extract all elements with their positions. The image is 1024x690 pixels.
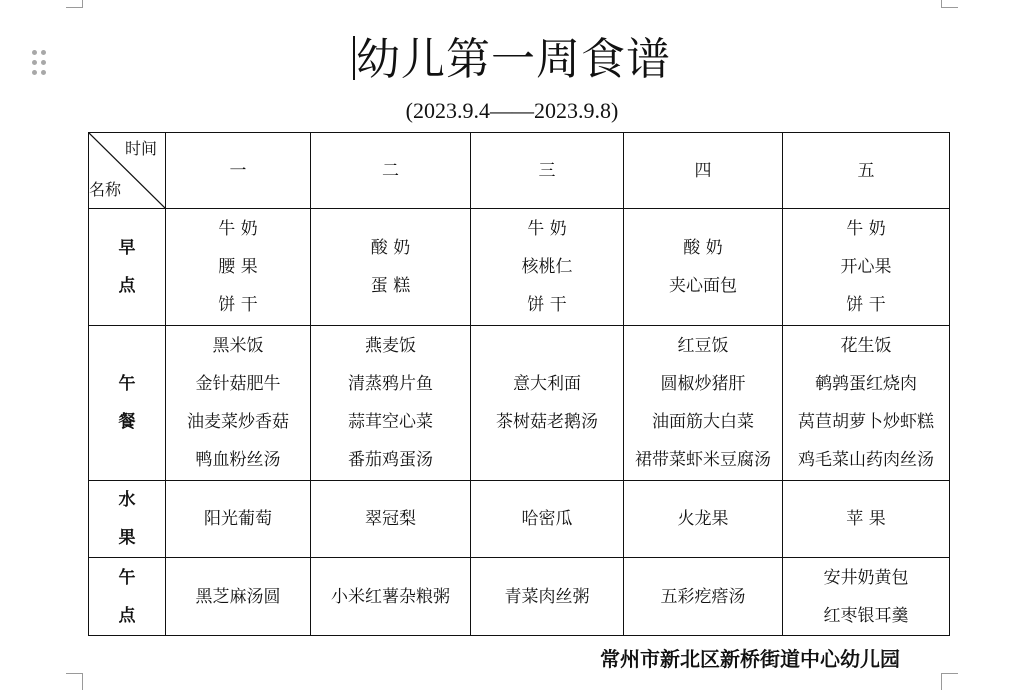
- menu-item: 圆椒炒猪肝: [660, 374, 746, 394]
- day-header: 二: [311, 133, 471, 209]
- menu-item: 红豆饭: [677, 336, 729, 356]
- menu-item: 花生饭: [840, 336, 892, 356]
- menu-item: 鹌鹑蛋红烧肉: [815, 374, 917, 394]
- menu-item: 黑米饭: [212, 336, 264, 356]
- row-header: [89, 326, 166, 481]
- page-title: 幼儿第一周食谱: [356, 34, 671, 85]
- menu-cell: 阳光葡萄: [166, 481, 311, 558]
- menu-item: 蒜茸空心菜: [348, 412, 433, 432]
- menu-item: 鸡毛菜山药肉丝汤: [798, 450, 934, 470]
- menu-item: 蛋 糕: [370, 276, 411, 296]
- menu-item: 酸 奶: [370, 238, 411, 258]
- menu-cell: 小米红薯杂粮粥: [311, 558, 471, 636]
- corner-label-name: 名称: [89, 180, 122, 199]
- menu-item: 裙带菜虾米豆腐汤: [635, 450, 771, 470]
- menu-item: 牛 奶: [218, 219, 258, 239]
- row-header: [89, 558, 166, 636]
- menu-cell: [166, 326, 311, 481]
- menu-item: 清蒸鸦片鱼: [348, 374, 433, 394]
- row-header-char: 点: [118, 276, 136, 296]
- row-header-char: 午: [118, 374, 136, 394]
- row-header: [89, 481, 166, 558]
- menu-item: 燕麦饭: [365, 336, 416, 356]
- menu-cell: [783, 326, 950, 481]
- page-corner-mark: [941, 0, 958, 8]
- menu-item: 核桃仁: [521, 257, 573, 277]
- menu-item: 开心果: [840, 257, 892, 277]
- menu-cell: 哈密瓜: [471, 481, 624, 558]
- row-header: [89, 209, 166, 326]
- table-header-row: [89, 133, 950, 209]
- menu-cell: [783, 209, 950, 326]
- day-header: 五: [783, 133, 950, 209]
- menu-cell: 五彩疙瘩汤: [624, 558, 783, 636]
- menu-item: 油面筋大白菜: [652, 412, 754, 432]
- table-row: [89, 558, 950, 636]
- menu-item: 金针菇肥牛: [195, 374, 281, 394]
- row-header-char: 餐: [118, 412, 136, 432]
- menu-cell: 翠冠梨: [311, 481, 471, 558]
- menu-item: 红枣银耳羹: [823, 605, 909, 626]
- menu-item: 酸 奶: [683, 238, 723, 258]
- menu-cell: [624, 326, 783, 481]
- text-cursor: [353, 36, 355, 80]
- day-header: 四: [624, 133, 783, 209]
- day-header: 三: [471, 133, 624, 209]
- menu-item: 鸭血粉丝汤: [195, 450, 281, 470]
- menu-cell: 火龙果: [624, 481, 783, 558]
- menu-cell: [783, 558, 950, 636]
- menu-cell: 苹 果: [783, 481, 950, 558]
- corner-label-time: 时间: [124, 139, 157, 158]
- menu-cell: [311, 326, 471, 481]
- menu-cell: [471, 209, 624, 326]
- menu-cell: 黑芝麻汤圆: [166, 558, 311, 636]
- menu-table: [88, 132, 950, 636]
- table-row: [89, 209, 950, 326]
- date-range: (2023.9.4——2023.9.8): [405, 98, 619, 123]
- menu-cell: [311, 209, 471, 326]
- menu-item: 意大利面: [513, 374, 581, 394]
- menu-cell: [471, 326, 624, 481]
- row-header-char: 果: [118, 528, 136, 548]
- menu-item: 莴苣胡萝卜炒虾糕: [798, 412, 934, 432]
- menu-item: 饼 干: [846, 295, 886, 315]
- row-header-char: 点: [118, 605, 136, 626]
- menu-item: 饼 干: [218, 295, 258, 315]
- page-corner-mark: [66, 0, 83, 8]
- menu-item: 腰 果: [218, 257, 258, 277]
- page-corner-mark: [66, 673, 83, 690]
- menu-item: 夹心面包: [669, 276, 737, 296]
- menu-item: 安井奶黄包: [823, 567, 909, 588]
- menu-item: 油麦菜炒香菇: [187, 412, 289, 432]
- page-title-line[interactable]: [0, 32, 1024, 88]
- menu-item: 牛 奶: [527, 219, 567, 239]
- row-header-char: 早: [118, 238, 136, 258]
- menu-cell: [624, 209, 783, 326]
- row-header-char: 午: [118, 567, 136, 588]
- page-corner-mark: [941, 673, 958, 690]
- menu-item: 茶树菇老鹅汤: [496, 412, 598, 432]
- day-header: 一: [166, 133, 311, 209]
- row-header-char: 水: [118, 490, 136, 510]
- menu-item: 牛 奶: [846, 219, 886, 239]
- menu-cell: [166, 209, 311, 326]
- menu-item: 饼 干: [527, 295, 567, 315]
- menu-cell: 青菜肉丝粥: [471, 558, 624, 636]
- corner-header-cell: [89, 133, 166, 209]
- school-name: 常州市新北区新桥街道中心幼儿园: [600, 647, 900, 671]
- table-row: [89, 326, 950, 481]
- menu-item: 番茄鸡蛋汤: [348, 450, 433, 470]
- table-row: [89, 481, 950, 558]
